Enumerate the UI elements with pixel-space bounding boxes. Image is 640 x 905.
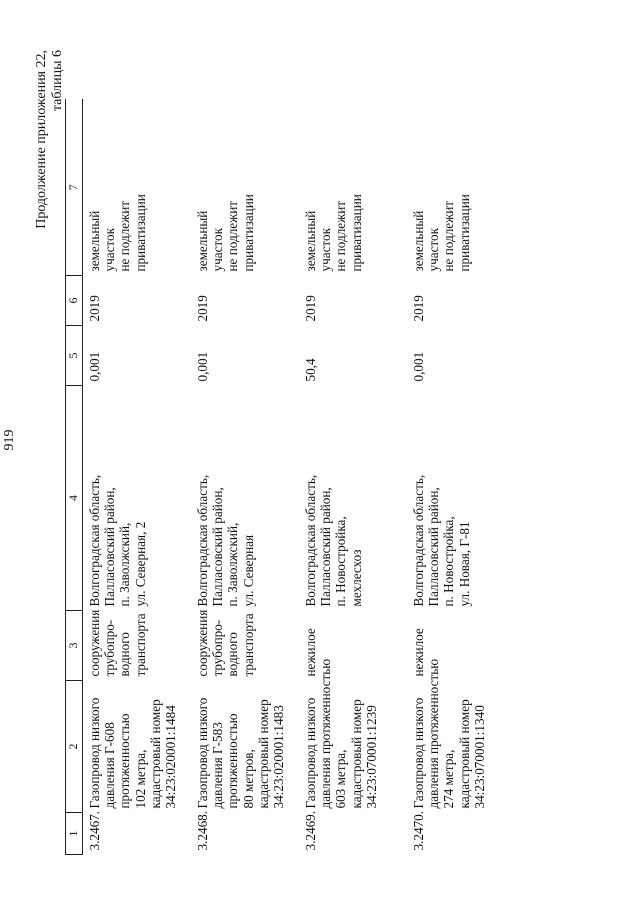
object-area: 50,4 [303, 358, 318, 382]
caption-line-2: таблицы 6 [50, 50, 65, 112]
object-note: земельный участок не подлежит приватизации [195, 194, 256, 272]
object-purpose: сооружения трубопро- водного транспорта [87, 609, 148, 677]
object-address: Волгоградская область, Палласовский район, п. Заволжский, ул. Северная, 2 [87, 474, 148, 607]
column-header: 3 [66, 611, 83, 681]
row-number: 3.2468. [195, 810, 210, 851]
column-header: 7 [66, 100, 83, 276]
caption-line-1: Продолжение приложения 22, [34, 50, 49, 229]
object-area: 0,001 [195, 351, 210, 382]
column-header: 2 [66, 681, 83, 813]
column-header: 5 [66, 326, 83, 386]
object-address: Волгоградская область, Палласовский район, п. Новостройка, ул. Новая, Г-81 [411, 474, 472, 607]
object-year: 2019 [411, 295, 426, 322]
table-row [407, 100, 515, 855]
object-year: 2019 [87, 295, 102, 322]
object-name: Газопровод низкого давления протяженностью 274 метра, кадастровый номер 34:23:070001:1340 [411, 658, 487, 809]
row-number: 3.2469. [303, 810, 318, 851]
object-purpose: нежилое [303, 628, 318, 677]
column-header: 4 [66, 386, 83, 611]
column-number-row [66, 100, 83, 855]
row-number: 3.2470. [411, 810, 426, 851]
table-row [191, 100, 299, 855]
column-header: 6 [66, 276, 83, 326]
object-name: Газопровод низкого давления Г-608 протяженностью 102 метра, кадастровый номер 34:23:020001:1484 [87, 697, 179, 809]
property-register-table [65, 100, 515, 856]
table-row [83, 100, 192, 855]
object-area: 0,001 [87, 351, 102, 382]
object-purpose: сооружения трубопро- водного транспорта [195, 609, 256, 677]
row-number: 3.2467. [87, 810, 102, 851]
object-address: Волгоградская область, Палласовский район, п. Новостройка, мехлесхоз [303, 474, 364, 607]
object-name: Газопровод низкого давления Г-583 протяженностью 80 метров, кадастровый номер 34:23:020001:1483 [195, 697, 287, 809]
table-caption [34, 50, 66, 229]
table-row [299, 100, 407, 855]
object-note: земельный участок не подлежит приватизации [411, 194, 472, 272]
object-note: земельный участок не подлежит приватизации [303, 194, 364, 272]
object-note: земельный участок не подлежит приватизации [87, 194, 148, 272]
object-area: 0,001 [411, 351, 426, 382]
object-year: 2019 [303, 295, 318, 322]
object-year: 2019 [195, 295, 210, 322]
column-header: 1 [66, 813, 83, 855]
object-purpose: нежилое [411, 628, 426, 677]
object-address: Волгоградская область, Палласовский район, п. Заволжский, ул. Северная [195, 474, 256, 607]
page-number: 919 [2, 429, 17, 451]
object-name: Газопровод низкого давления протяженностью 603 метра, кадастровый номер 34:23:070001:1239 [303, 658, 379, 809]
